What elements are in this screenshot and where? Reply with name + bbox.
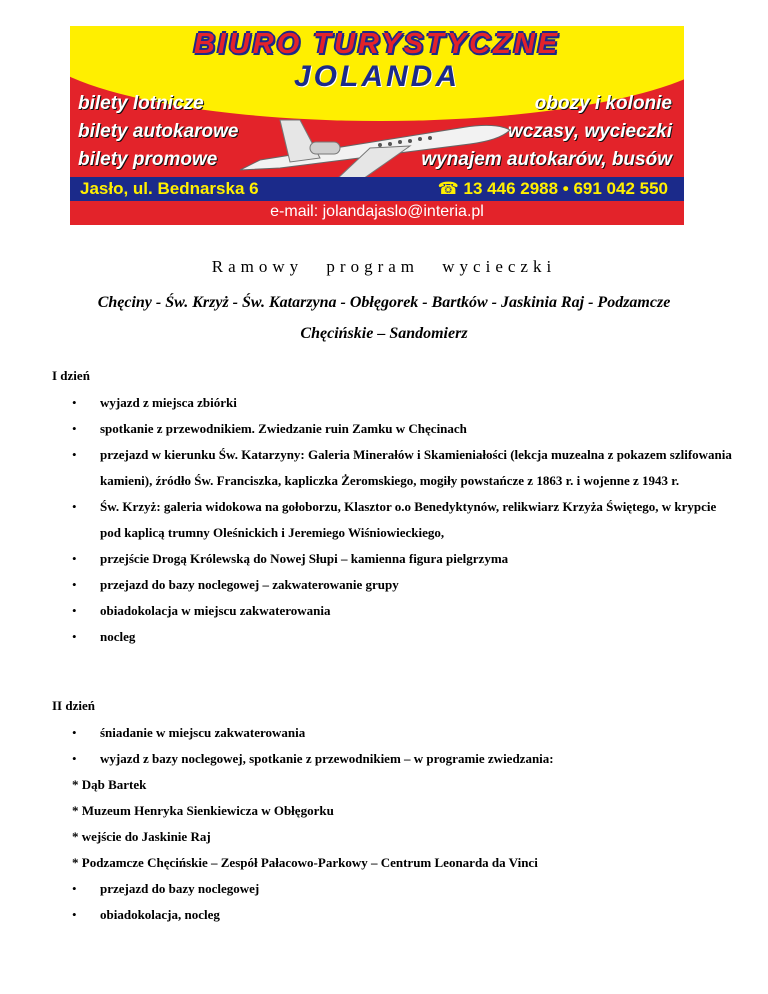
agency-phones: ☎ 13 446 2988 • 691 042 550 xyxy=(437,179,668,198)
bullet: • xyxy=(72,577,77,592)
sight-item: * wejście do Jaskinie Raj xyxy=(72,829,211,844)
service-item: bilety promowe xyxy=(78,149,218,170)
agency-email: e-mail: jolandajaslo@interia.pl xyxy=(270,203,484,220)
list-item-text: Św. Krzyż: galeria widokowa na gołoborzu, Klasztor o.o Benedyktynów, relikwiarz Krzyża Świętego, w krypcie pod kaplicą trumny Oleśnickich i Jeremiego Wiśniowieckiego, xyxy=(100,499,717,540)
bullet: • xyxy=(72,725,77,740)
bullet: • xyxy=(72,447,77,462)
list-item-text: obiadokolacja, nocleg xyxy=(100,907,220,922)
day-2-list-end xyxy=(52,876,732,928)
list-item xyxy=(52,546,732,572)
list-item-text: przejście Drogą Królewską do Nowej Słupi – kamienna figura pielgrzyma xyxy=(100,551,509,566)
service-item: wczasy, wycieczki xyxy=(507,121,672,142)
day-2-title: II dzień xyxy=(52,698,95,713)
list-item xyxy=(52,390,732,416)
list-item xyxy=(52,746,732,772)
banner-services-left xyxy=(78,90,239,174)
bullet: • xyxy=(72,907,77,922)
list-item-text: obiadokolacja w miejscu zakwaterowania xyxy=(100,603,331,618)
list-item-text: śniadanie w miejscu zakwaterowania xyxy=(100,725,306,740)
list-item xyxy=(52,494,732,546)
list-item xyxy=(52,720,732,746)
bullet: • xyxy=(72,881,77,896)
bullet: • xyxy=(72,629,77,644)
service-item: bilety autokarowe xyxy=(78,121,239,142)
travel-agency-banner xyxy=(70,26,684,225)
banner-contact-bar xyxy=(70,177,684,201)
list-item-text: wyjazd z bazy noclegowej, spotkanie z przewodnikiem – w programie zwiedzania: xyxy=(100,751,554,766)
list-item xyxy=(52,416,732,442)
list-item xyxy=(52,442,732,494)
route-line: Chęcińskie – Sandomierz xyxy=(300,325,468,342)
bullet: • xyxy=(72,499,77,514)
bullet: • xyxy=(72,421,77,436)
sight-item: * Dąb Bartek xyxy=(72,777,147,792)
program-heading: Ramowy program wycieczki xyxy=(211,257,557,276)
trip-route xyxy=(40,287,728,349)
day-1-title: I dzień xyxy=(52,368,90,383)
banner-title: BIURO TURYSTYCZNE xyxy=(193,28,561,60)
bullet: • xyxy=(72,751,77,766)
list-item xyxy=(52,572,732,598)
list-item xyxy=(52,624,732,650)
sight-item: * Muzeum Henryka Sienkiewicza w Obłęgorku xyxy=(72,803,334,818)
list-item-text: przejazd w kierunku Św. Katarzyny: Galeria Minerałów i Skamieniałości (lekcja muzealna z pokazem szlifowania kamieni), źródło Św. Franciszka, kapliczka Żeromskiego, mogiły powstańcze z 1863 r. i wojenne z 1943 r. xyxy=(100,447,732,488)
day-2-sights xyxy=(72,772,538,876)
list-item xyxy=(52,902,732,928)
agency-address: Jasło, ul. Bednarska 6 xyxy=(80,179,259,198)
list-item-text: przejazd do bazy noclegowej – zakwaterowanie grupy xyxy=(100,577,399,592)
list-item-text: spotkanie z przewodnikiem. Zwiedzanie ruin Zamku w Chęcinach xyxy=(100,421,467,436)
sight-item: * Podzamcze Chęcińskie – Zespół Pałacowo-Parkowy – Centrum Leonarda da Vinci xyxy=(72,855,538,870)
bullet: • xyxy=(72,551,77,566)
service-item: wynajem autokarów, busów xyxy=(421,149,672,170)
day-1-list xyxy=(52,390,732,650)
list-item-text: wyjazd z miejsca zbiórki xyxy=(100,395,237,410)
banner-agency-name: JOLANDA xyxy=(293,60,460,93)
route-line: Chęciny - Św. Krzyż - Św. Katarzyna - Obłęgorek - Bartków - Jaskinia Raj - Podzamcze xyxy=(97,294,671,311)
list-item-text: nocleg xyxy=(100,629,136,644)
day-2-list xyxy=(52,720,732,772)
service-item: bilety lotnicze xyxy=(78,93,204,114)
list-item xyxy=(52,876,732,902)
list-item-text: przejazd do bazy noclegowej xyxy=(100,881,260,896)
bullet: • xyxy=(72,603,77,618)
service-item: obozy i kolonie xyxy=(534,93,672,114)
list-item xyxy=(52,598,732,624)
bullet: • xyxy=(72,395,77,410)
